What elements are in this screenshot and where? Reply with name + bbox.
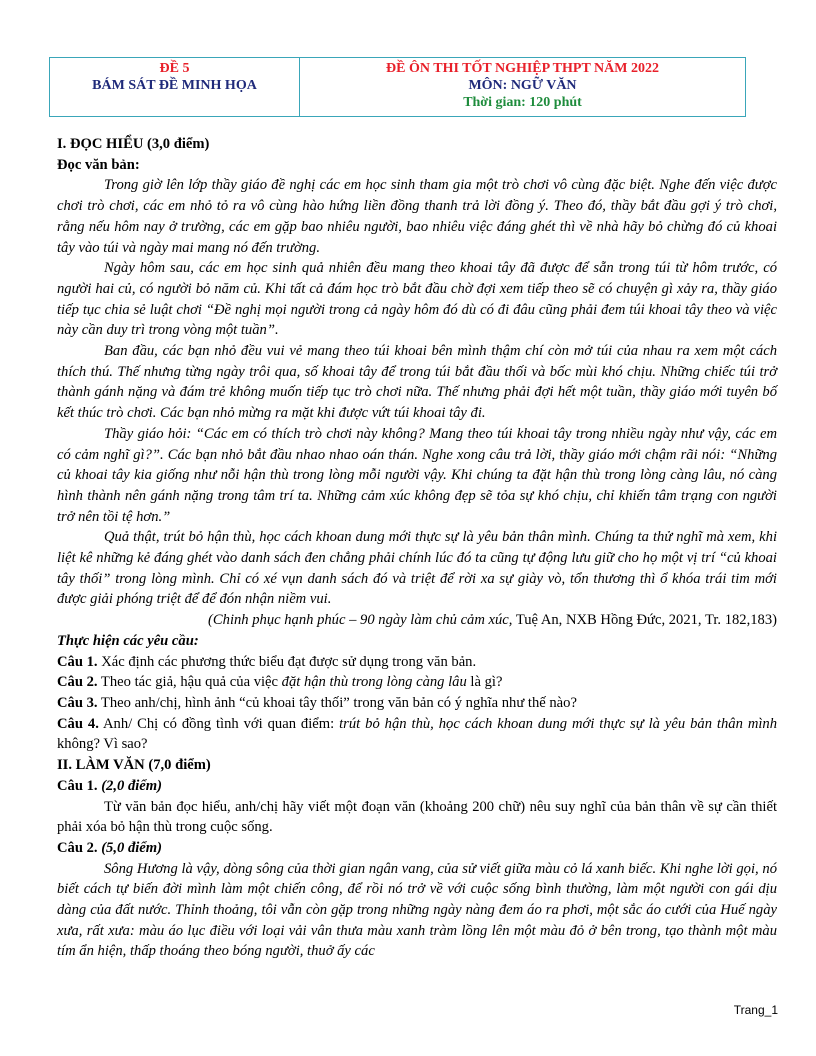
header-left-cell xyxy=(50,58,300,117)
passage-paragraph-2: Ngày hôm sau, các em học sinh quả nhiên đều mang theo khoai tây đã được để sẵn trong túi từ hôm trước, có người hai củ, có người bỏ năm củ. Khi tất cả đám học trò bắt đầu chờ đợi xem tiếp theo sẽ có chuyện gì xảy ra, thầy giáo tiếp tục chia sẻ luật chơi “Đề nghị mọi người trong cả ngày hôm đó dù có đi đâu cũng phải đem túi khoai tây theo và việc này cần duy trì trong vòng một tuần”. xyxy=(57,260,777,339)
essay-2-excerpt: Sông Hương là vậy, dòng sông của thời gian ngân vang, của sử viết giữa màu cỏ lá xanh biếc. Khi nghe lời gọi, nó biết cách tự biến đời mình làm một chiến công, để rồi nó trở về với cuộc sống bình thường, làm một người con gái dịu dàng của đất nước. Thỉnh thoảng, tôi vẫn còn gặp trong những ngày nàng đem áo ra phơi, một sắc áo cưới của Huế ngày xưa, rất xưa: màu áo lục điều với loại vải vân thưa màu xanh tràm lồng lên một màu đỏ ở bên trong, tạo thành một màu tím ẩn hiện, thấp thoáng theo bóng người, thuở ấy các xyxy=(57,860,777,960)
question-2-end: là gì? xyxy=(466,674,503,691)
essay-2-points: (5,0 điểm) xyxy=(97,839,162,856)
essay-1-points: (2,0 điểm) xyxy=(97,777,162,794)
question-2 xyxy=(57,672,777,693)
question-1-label: Câu 1. xyxy=(57,653,98,670)
question-4-label: Câu 4. xyxy=(57,715,99,732)
essay-2-header xyxy=(57,838,777,859)
header-table xyxy=(49,57,746,117)
question-3-text: Theo anh/chị, hình ảnh “củ khoai tây thối” trong văn bản có ý nghĩa như thế nào? xyxy=(97,694,577,711)
essay-1-label: Câu 1. xyxy=(57,777,98,794)
passage-paragraph-1: Trong giờ lên lớp thầy giáo đề nghị các em học sinh tham gia một trò chơi vô cùng đặc biệt. Nghe đến việc được chơi trò chơi, các em nhỏ tỏ ra vô cùng hào hứng liền đồng thanh trả lời đồng ý. Theo đó, thầy bắt đầu gợi ý trò chơi, rằng nếu hôm nay ở trường, các em gặp bao nhiêu người, bao nhiêu việc đáng ghét thì về nhà hãy bỏ chừng đó củ khoai tây vào túi và ngày mai mang nó đến trường. xyxy=(57,177,777,256)
question-4-quote: trút bỏ hận thù, học cách khoan dung mới thực sự là yêu bản thân mình xyxy=(339,715,778,732)
essay-1-prompt: Từ văn bản đọc hiểu, anh/chị hãy viết một đoạn văn (khoảng 200 chữ) nêu suy nghĩ của bản thân về sự cần thiết phải xóa bỏ hận thù trong cuộc sống. xyxy=(57,798,777,836)
source-details: Tuệ An, NXB Hồng Đức, 2021, Tr. 182,183) xyxy=(512,612,777,629)
question-4-text: Anh/ Chị có đồng tình với quan điểm: xyxy=(98,715,340,732)
question-3-label: Câu 3. xyxy=(57,694,98,711)
question-4 xyxy=(57,714,777,755)
question-3 xyxy=(57,693,777,714)
question-4-end: không? Vì sao? xyxy=(57,736,148,753)
question-2-label: Câu 2. xyxy=(57,674,98,691)
passage-paragraph-4: Thầy giáo hỏi: “Các em có thích trò chơi này không? Mang theo túi khoai tây trong nhiều ngày như vậy, các em có cảm nghĩ gì?”. Các bạn nhỏ bắt đầu nhao nhao oán thán. Nghe xong câu trả lời, thầy giáo mới chậm rãi nói: “Những củ khoai tây kia giống như nỗi hận thù trong lòng mỗi người vậy. Khi chúng ta đặt hận thù trong lòng càng lâu, nó càng hình thành nên gánh nặng trong tâm trí ta. Những cảm xúc không đẹp sẽ tỏa sự khó chịu, chỉ khiến tâm trạng con người trở nên tồi tệ hơn.” xyxy=(57,425,777,525)
essay-1-header xyxy=(57,776,777,797)
passage-paragraph-5: Quả thật, trút bỏ hận thù, học cách khoan dung mới thực sự là yêu bản thân mình. Chúng ta thử nghĩ mà xem, khi liệt kê những kẻ đáng ghét vào danh sách đen chẳng phải chính lúc đó ta cũng tự động lưu giữ cho họ một vị trí “củ khoai tây thối” trong lòng mình. Chỉ có xé vụn danh sách đó và triệt để rời xa sự giày vò, tổn thương thì ổ khóa trái tim mới được giải phóng triệt để để đón nhận niềm vui. xyxy=(57,529,777,608)
tasks-label: Thực hiện các yêu cầu: xyxy=(57,632,199,649)
exam-subject: MÔN: NGỮ VĂN xyxy=(468,78,577,93)
question-2-quote: đặt hận thù trong lòng càng lâu xyxy=(281,674,467,691)
question-1 xyxy=(57,652,777,673)
section2-heading: II. LÀM VĂN (7,0 điểm) xyxy=(57,757,211,774)
passage-paragraph-3: Ban đầu, các bạn nhỏ đều vui vẻ mang theo túi khoai bên mình thậm chí còn mở túi của nhau ra xem một cách thích thú. Thế nhưng từng ngày trôi qua, số khoai tây để trong túi bắt đầu thối và bốc mùi khó chịu. Những chiếc túi trở thành gánh nặng và đám trẻ không muốn tiếp tục trò chơi nữa. Thế nhưng phải đợi hết một tuần, thầy giáo mới tuyên bố kết thúc trò chơi. Các bạn nhỏ mừng ra mặt khi được vứt túi khoai tây đi. xyxy=(57,343,777,422)
exam-duration: Thời gian: 120 phút xyxy=(463,95,582,110)
source-title: (Chinh phục hạnh phúc – 90 ngày làm chủ cảm xúc, xyxy=(208,612,513,629)
exam-title: ĐỀ ÔN THI TỐT NGHIỆP THPT NĂM 2022 xyxy=(386,61,659,76)
exam-number: ĐỀ 5 xyxy=(159,61,190,76)
exam-subtitle: BÁM SÁT ĐỀ MINH HỌA xyxy=(92,78,257,93)
page-number: Trang_1 xyxy=(733,1003,778,1017)
question-2-text: Theo tác giả, hậu quả của việc xyxy=(97,674,282,691)
passage-source xyxy=(57,610,777,631)
read-label: Đọc văn bản: xyxy=(57,156,140,173)
section1-heading: I. ĐỌC HIỂU (3,0 điểm) xyxy=(57,136,210,152)
essay-2-label: Câu 2. xyxy=(57,839,98,856)
question-1-text: Xác định các phương thức biểu đạt được sử dụng trong văn bản. xyxy=(97,653,477,670)
header-right-cell xyxy=(300,58,746,117)
document-body xyxy=(57,134,777,962)
